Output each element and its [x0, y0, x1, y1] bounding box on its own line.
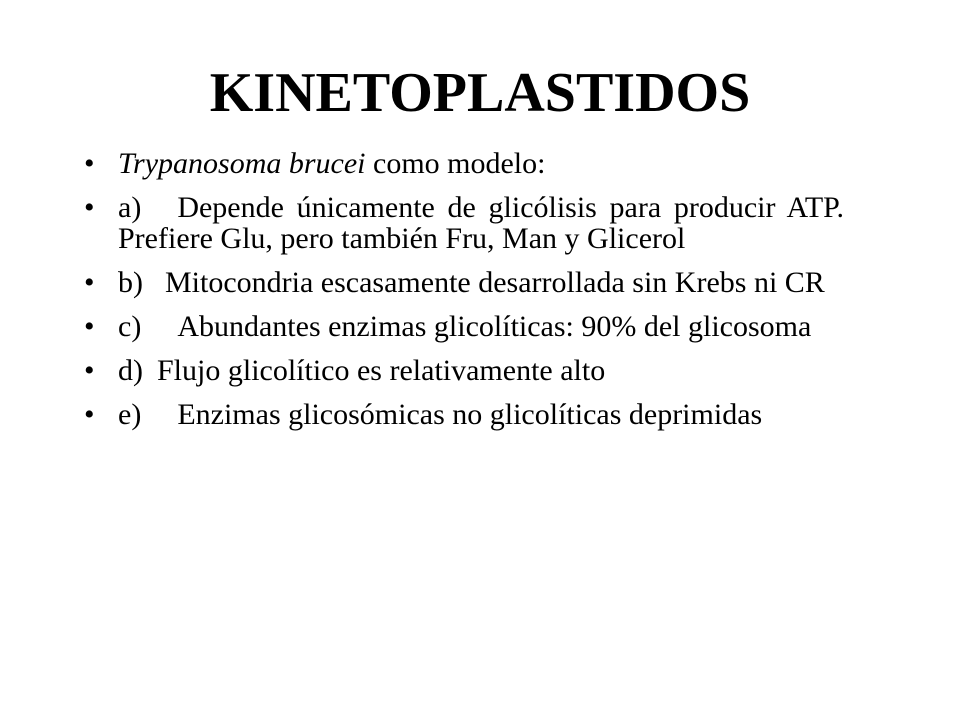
bullet-icon: • [84, 266, 95, 299]
bullet-intro [84, 148, 844, 179]
bullet-icon: • [84, 354, 95, 387]
bullet-icon: • [84, 191, 95, 224]
item-marker: c) [118, 310, 142, 343]
species-name: Trypanosoma brucei [118, 147, 366, 180]
item-text: Flujo glicolítico es relativamente alto [157, 354, 606, 387]
item-text: Depende únicamente de glicólisis para producir ATP. Prefiere Glu, pero también Fru, Man y Glicerol [118, 191, 844, 255]
item-text: Abundantes enzimas glicolíticas: 90% del glicosoma [177, 310, 812, 343]
bullet-icon: • [84, 310, 95, 343]
bullet-item-c [84, 311, 844, 342]
item-marker: e) [118, 398, 142, 431]
bullet-item-e [84, 399, 844, 430]
intro-text: como modelo: [365, 147, 546, 180]
bullet-icon: • [84, 147, 95, 180]
bullet-list [84, 148, 844, 443]
bullet-icon: • [84, 398, 95, 431]
bullet-item-d [84, 355, 844, 386]
item-text: Mitocondria escasamente desarrollada sin Krebs ni CR [165, 266, 825, 299]
bullet-item-a [84, 192, 844, 254]
item-marker: d) [118, 354, 143, 387]
item-marker: b) [118, 266, 143, 299]
item-text: Enzimas glicosómicas no glicolíticas deprimidas [177, 398, 763, 431]
bullet-item-b [84, 267, 844, 298]
slide-title: KINETOPLASTIDOS [209, 62, 751, 124]
item-marker: a) [118, 191, 142, 224]
